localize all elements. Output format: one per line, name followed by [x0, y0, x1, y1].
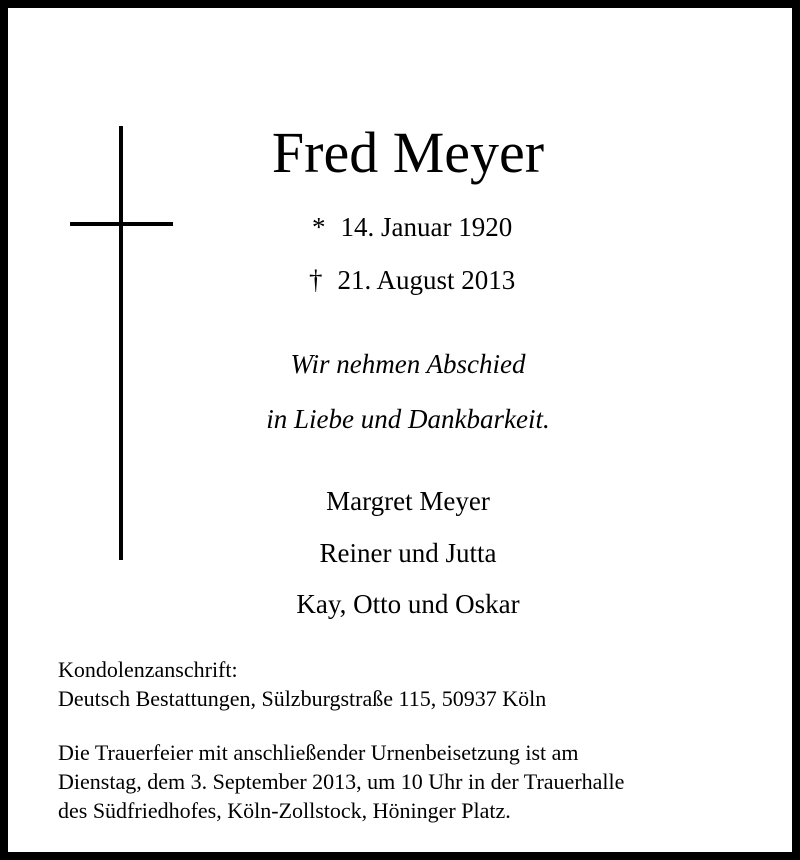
- ceremony-line-1: Die Trauerfeier mit anschließender Urnenbeisetzung ist am: [58, 740, 579, 765]
- condolence-address: Deutsch Bestattungen, Sülzburgstraße 115, 50937 Köln: [58, 686, 547, 711]
- ceremony-line-2: Dienstag, dem 3. September 2013, um 10 Uhr in der Trauerhalle: [58, 769, 625, 794]
- family-member-3: Kay, Otto und Oskar: [296, 589, 520, 619]
- condolence-label: Kondolenzanschrift:: [58, 657, 238, 682]
- birth-date: 14. Januar 1920: [340, 212, 513, 242]
- farewell-line-1: Wir nehmen Abschied: [290, 349, 526, 379]
- family-member-1: Margret Meyer: [326, 486, 490, 516]
- family-member-2: Reiner und Jutta: [319, 538, 497, 568]
- farewell-line-2: in Liebe und Dankbarkeit.: [266, 404, 550, 434]
- death-dagger-icon: †: [308, 265, 323, 295]
- ceremony-line-3: des Südfriedhofes, Köln-Zollstock, Höninger Platz.: [58, 798, 511, 823]
- birth-line: [8, 211, 800, 243]
- deceased-name: Fred Meyer: [271, 120, 545, 185]
- birth-star-icon: *: [312, 212, 326, 242]
- death-line: [8, 264, 800, 296]
- death-date: 21. August 2013: [337, 265, 516, 295]
